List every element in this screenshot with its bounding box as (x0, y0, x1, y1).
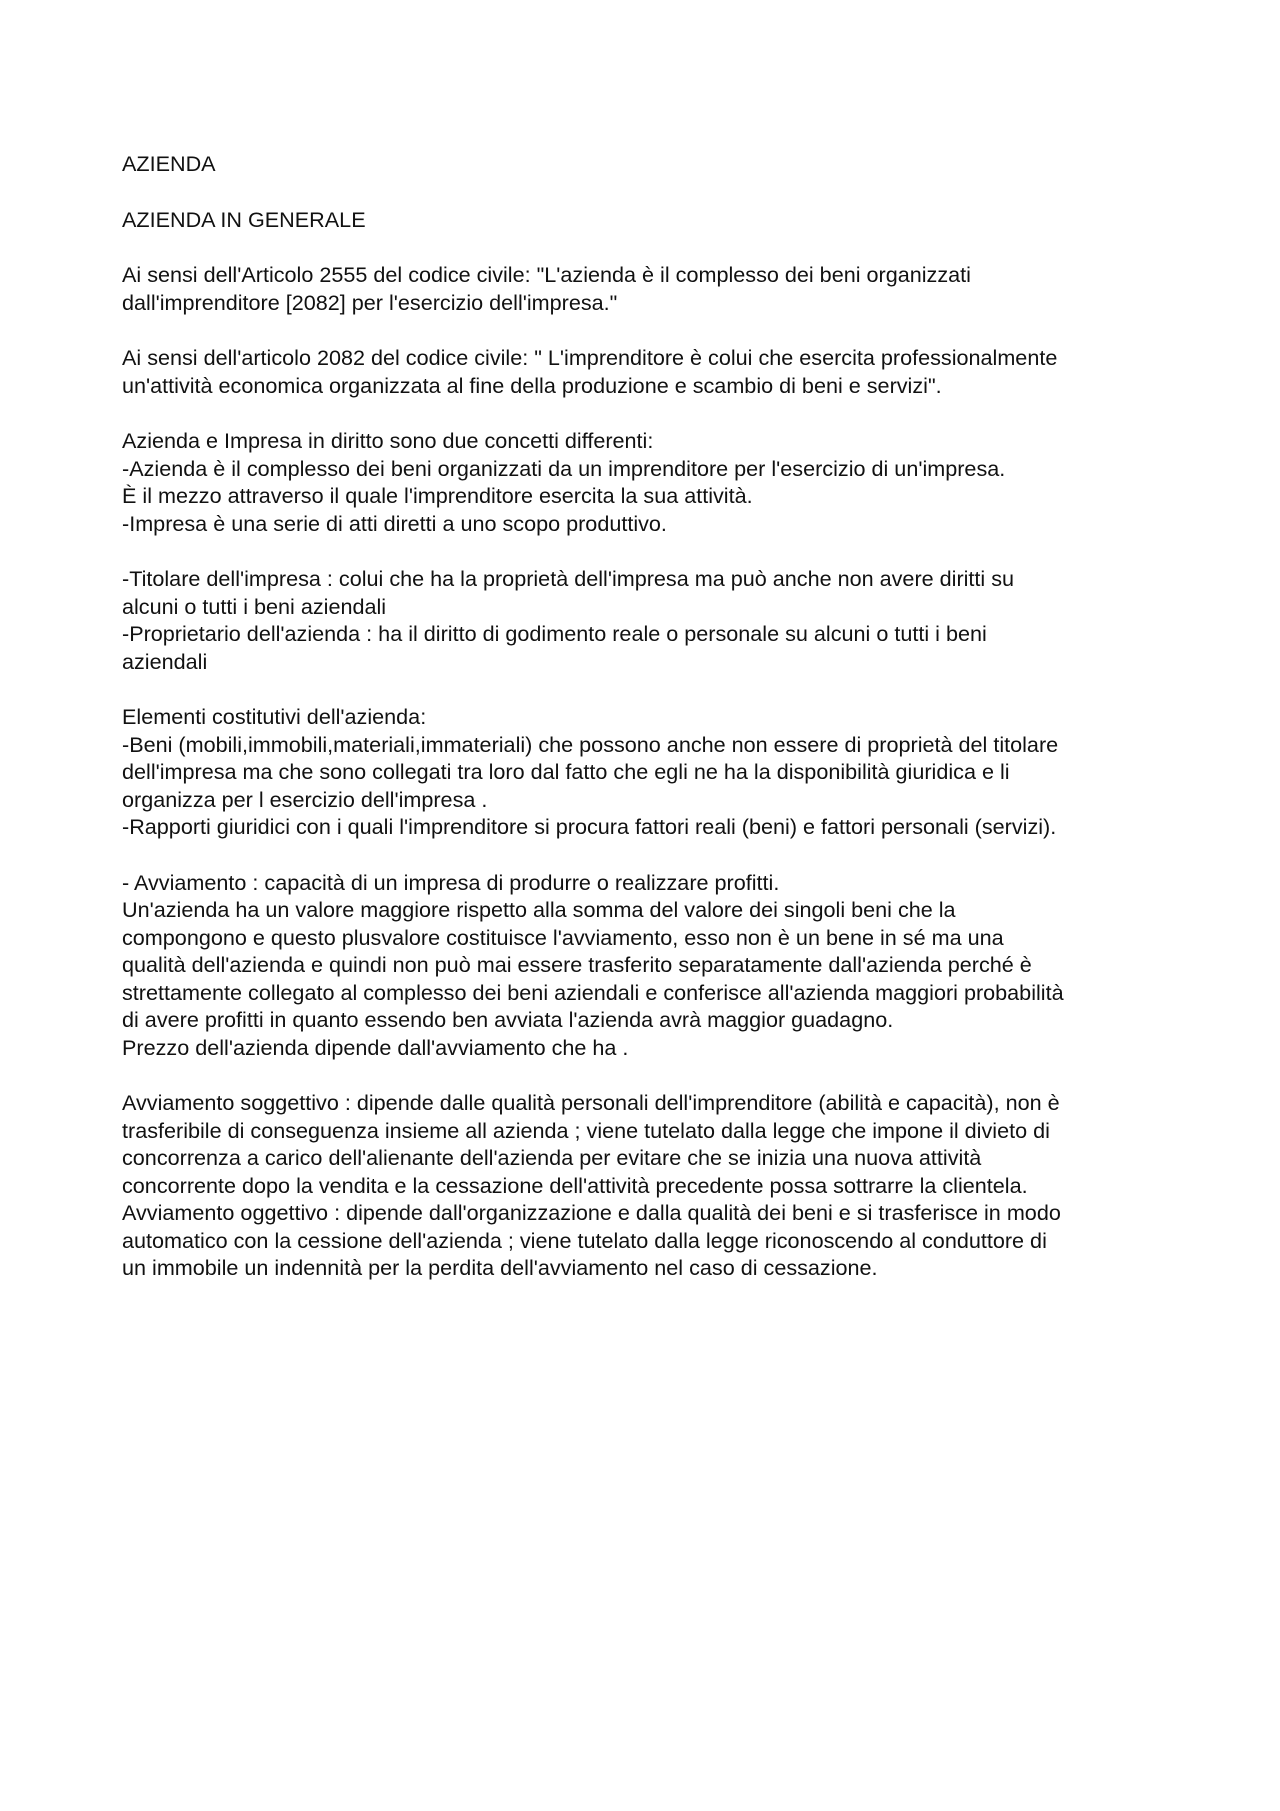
paragraph (122, 565, 1182, 675)
paragraph (122, 344, 1182, 399)
paragraph-line: -Impresa è una serie di atti diretti a uno scopo produttivo. (122, 510, 667, 536)
paragraph-line: aziendali (122, 648, 208, 674)
paragraph-line: concorrente dopo la vendita e la cessazione dell'attività precedente possa sottrarre la clientela. (122, 1172, 1028, 1198)
paragraph-line: Ai sensi dell'Articolo 2555 del codice civile: "L'azienda è il complesso dei beni organizzati (122, 262, 971, 287)
paragraph-line: compongono e questo plusvalore costituisce l'avviamento, esso non è un bene in sé ma una (122, 924, 1004, 950)
paragraph-line: strettamente collegato al complesso dei beni aziendali e conferisce all'azienda maggiori probabilità (122, 979, 1064, 1005)
paragraph-line: dall'imprenditore [2082] per l'esercizio dell'impresa." (122, 289, 618, 315)
paragraph-line: dell'impresa ma che sono collegati tra loro dal fatto che egli ne ha la disponibilità giuridica e li (122, 759, 1010, 784)
paragraph-line: qualità dell'azienda e quindi non può mai essere trasferito separatamente dall'azienda perché è (122, 952, 1032, 977)
paragraph-line: Azienda e Impresa in diritto sono due concetti differenti: (122, 428, 654, 453)
paragraph-line: Ai sensi dell'articolo 2082 del codice civile: " L'imprenditore è colui che esercita professionalmente (122, 345, 1058, 370)
paragraph (122, 703, 1182, 841)
title-text: AZIENDA (122, 151, 216, 176)
paragraph (122, 1089, 1182, 1282)
paragraph-line: alcuni o tutti i beni aziendali (122, 593, 387, 619)
paragraph (122, 427, 1182, 537)
paragraph-line: un'attività economica organizzata al fine della produzione e scambio di beni e servizi". (122, 372, 942, 398)
paragraph-line: Avviamento oggettivo : dipende dall'organizzazione e dalla qualità dei beni e si trasferisce in modo (122, 1200, 1061, 1225)
document-subtitle (122, 206, 1182, 234)
paragraph-line: È il mezzo attraverso il quale l'imprenditore esercita la sua attività. (122, 483, 753, 508)
paragraph (122, 261, 1182, 316)
paragraph-line: di avere profitti in quanto essendo ben avviata l'azienda avrà maggior guadagno. (122, 1007, 894, 1032)
paragraph-line: Elementi costitutivi dell'azienda: (122, 704, 427, 729)
paragraph-line: concorrenza a carico dell'alienante dell'azienda per evitare che se inizia una nuova attività (122, 1145, 982, 1170)
paragraphs-container (122, 261, 1182, 1282)
paragraph-line: -Titolare dell'impresa : colui che ha la proprietà dell'impresa ma può anche non avere diritti su (122, 566, 1015, 591)
paragraph-line: -Rapporti giuridici con i quali l'imprenditore si procura fattori reali (beni) e fattori personali (servizi). (122, 814, 1057, 839)
document-title (122, 150, 1182, 178)
paragraph-line: -Proprietario dell'azienda : ha il diritto di godimento reale o personale su alcuni o tutti i beni (122, 621, 987, 646)
paragraph-line: un immobile un indennità per la perdita dell'avviamento nel caso di cessazione. (122, 1255, 878, 1280)
paragraph-line: organizza per l esercizio dell'impresa . (122, 786, 488, 812)
subtitle-text: AZIENDA IN GENERALE (122, 206, 366, 232)
paragraph-line: -Azienda è il complesso dei beni organizzati da un imprenditore per l'esercizio di un'impresa. (122, 455, 1006, 481)
paragraph-line: Un'azienda ha un valore maggiore rispetto alla somma del valore dei singoli beni che la (122, 897, 956, 922)
paragraph-line: -Beni (mobili,immobili,materiali,immateriali) che possono anche non essere di proprietà del titolare (122, 731, 1059, 757)
document-body (122, 150, 1182, 1310)
paragraph-line: Avviamento soggettivo : dipende dalle qualità personali dell'imprenditore (abilità e capacità), non è (122, 1090, 1060, 1115)
paragraph-line: trasferibile di conseguenza insieme all azienda ; viene tutelato dalla legge che impone il divieto di (122, 1117, 1050, 1143)
paragraph-line: - Avviamento : capacità di un impresa di produrre o realizzare profitti. (122, 869, 780, 895)
paragraph (122, 869, 1182, 1062)
paragraph-line: Prezzo dell'azienda dipende dall'avviamento che ha . (122, 1034, 629, 1060)
paragraph-line: automatico con la cessione dell'azienda ; viene tutelato dalla legge riconoscendo al conduttore di (122, 1227, 1047, 1253)
